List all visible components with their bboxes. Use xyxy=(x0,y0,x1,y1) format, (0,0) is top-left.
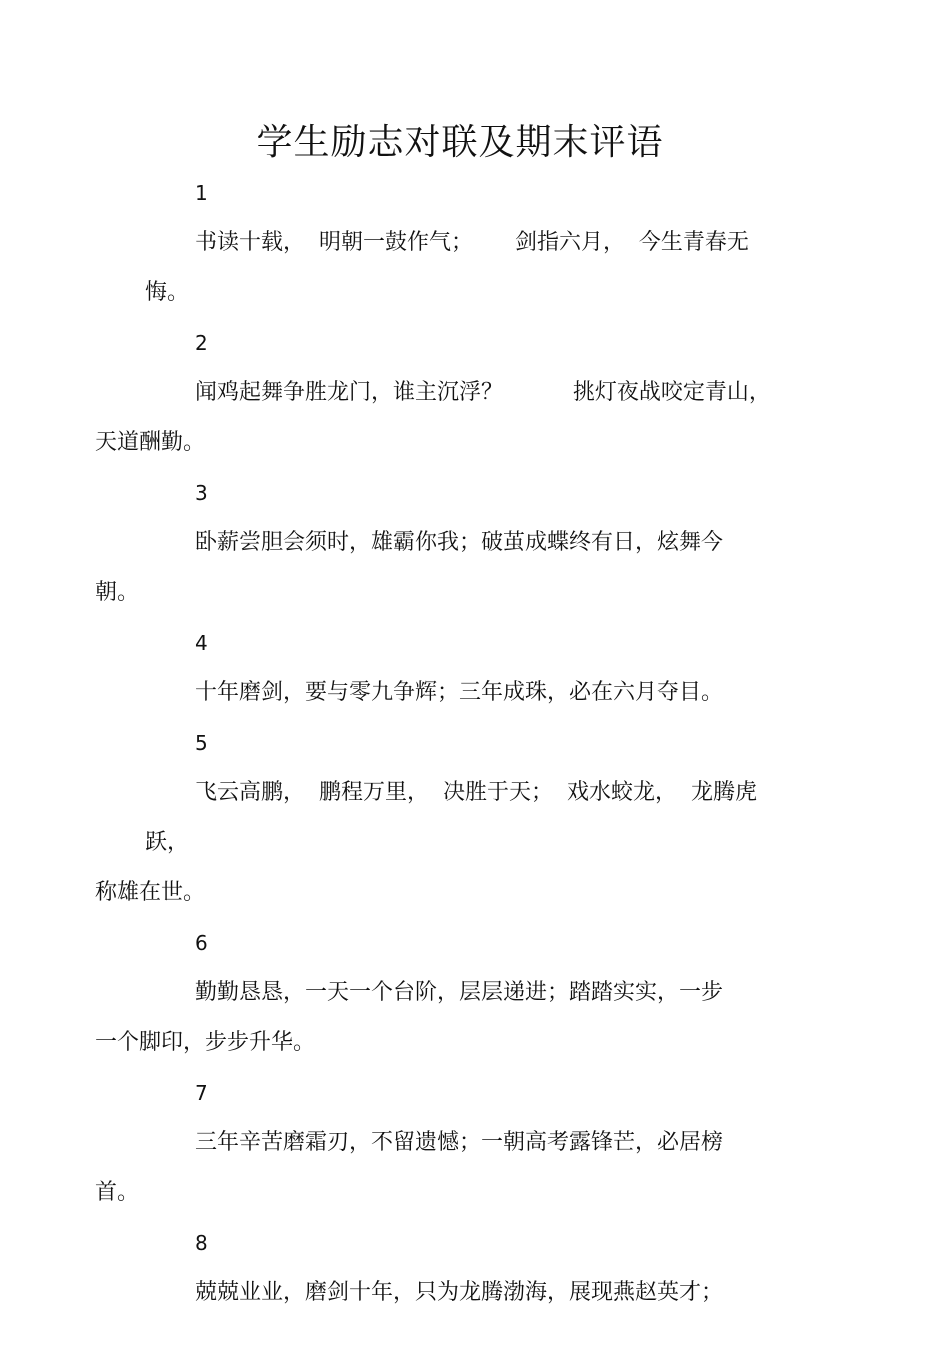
entry-text xyxy=(95,1118,785,1218)
entry-number: 2 xyxy=(195,331,208,355)
entry-8 xyxy=(145,1218,785,1318)
entry-5 xyxy=(95,718,785,918)
text-line: 卧薪尝胆会须时，雄霸你我；破茧成蝶终有日，炫舞今 xyxy=(195,530,724,555)
entry-1 xyxy=(145,168,785,318)
entry-6 xyxy=(95,918,785,1068)
text-line: 飞云高鹏， 鹏程万里， 决胜于天； 戏水蛟龙， 龙腾虎跃， xyxy=(145,780,757,855)
entry-number: 6 xyxy=(195,931,208,955)
entry-text xyxy=(95,768,785,918)
text-line: 天道酬勤。 xyxy=(95,430,206,455)
entry-2 xyxy=(95,318,785,468)
text-line: 朝。 xyxy=(95,580,140,605)
entry-text xyxy=(95,368,785,468)
entry-text xyxy=(145,1268,785,1318)
text-line: 首。 xyxy=(95,1180,140,1205)
entry-text xyxy=(145,668,785,718)
text-line: 称雄在世。 xyxy=(95,880,206,905)
entry-7 xyxy=(95,1068,785,1218)
text-line: 勤勤恳恳，一天一个台阶，层层递进；踏踏实实，一步 xyxy=(195,980,724,1005)
entry-text xyxy=(95,968,785,1068)
text-line: 兢兢业业，磨剑十年，只为龙腾渤海，展现燕赵英才； xyxy=(195,1280,724,1305)
document-body xyxy=(95,168,785,1318)
entry-number: 5 xyxy=(195,731,208,755)
text-line: 十年磨剑，要与零九争辉；三年成珠，必在六月夺目。 xyxy=(195,680,724,705)
text-line: 书读十载， 明朝一鼓作气； 剑指六月， 今生青春无悔。 xyxy=(145,230,749,305)
document-title: 学生励志对联及期末评语 xyxy=(256,122,664,163)
entry-text xyxy=(145,218,785,318)
text-line: 三年辛苦磨霜刃，不留遗憾；一朝高考露锋芒，必居榜 xyxy=(195,1130,724,1155)
text-line: 闻鸡起舞争胜龙门，谁主沉浮？ 挑灯夜战咬定青山， xyxy=(195,380,771,405)
entry-number: 1 xyxy=(195,181,208,205)
entry-4 xyxy=(145,618,785,718)
entry-number: 7 xyxy=(195,1081,208,1105)
entry-number: 3 xyxy=(195,481,208,505)
entry-3 xyxy=(95,468,785,618)
text-line: 一个脚印，步步升华。 xyxy=(95,1030,316,1055)
entry-number: 4 xyxy=(195,631,208,655)
entry-text xyxy=(95,518,785,618)
entry-number: 8 xyxy=(195,1231,208,1255)
